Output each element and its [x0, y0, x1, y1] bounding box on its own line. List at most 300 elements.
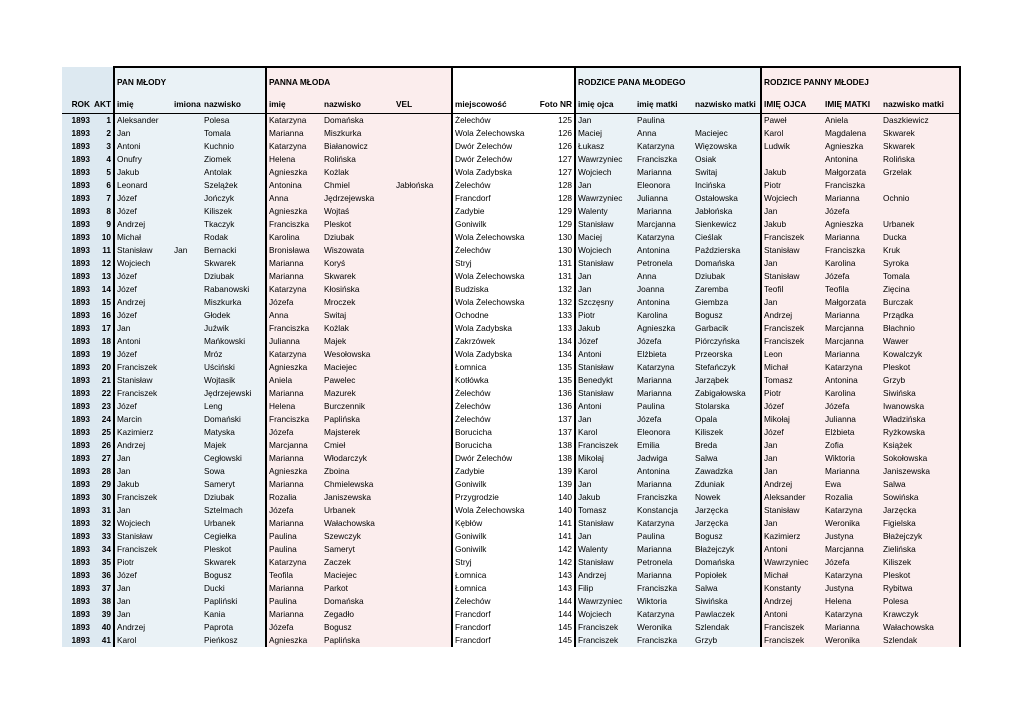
cell-bride-mother-surname: Iwanowska: [881, 400, 960, 413]
cell-vel: [394, 270, 452, 283]
cell-groom-mother-surname: Piórczyńska: [693, 335, 761, 348]
table-row: [62, 322, 960, 335]
cell-groom-other-names: [172, 478, 202, 491]
cell-bride-surname: Paplińska: [322, 634, 394, 647]
cell-place: Francdorf: [452, 192, 536, 205]
cell-bride-father-name: Józef: [761, 400, 823, 413]
cell-bride-first-name: Helena: [266, 400, 322, 413]
cell-groom-first-name: Antoni: [114, 140, 172, 153]
cell-vel: [394, 257, 452, 270]
cell-photo-number: 134: [558, 349, 572, 359]
cell-akt: 28: [92, 465, 114, 478]
table-row: [62, 426, 960, 439]
header-groom-mother-surname: nazwisko matki: [693, 96, 761, 114]
cell-bride-surname: Urbanek: [322, 504, 394, 517]
cell-groom-other-names: [172, 348, 202, 361]
cell-bride-first-name: Katarzyna: [266, 556, 322, 569]
cell-akt: 20: [92, 361, 114, 374]
cell-rok: 1893: [62, 283, 92, 296]
cell-groom-mother-surname: Stefańczyk: [693, 361, 761, 374]
cell-photo-number: 143: [558, 583, 572, 593]
cell-groom-father-name: Mikołaj: [575, 452, 635, 465]
cell-bride-mother-name: Agnieszka: [823, 140, 881, 153]
cell-bride-mother-surname: Pleskot: [881, 361, 960, 374]
cell-vel: [394, 387, 452, 400]
cell-groom-mother-name: Antonina: [635, 244, 693, 257]
cell-bride-father-name: Wojciech: [761, 192, 823, 205]
cell-vel: [394, 218, 452, 231]
cell-rok: 1893: [62, 413, 92, 426]
header-bride-surname: nazwisko: [322, 96, 394, 114]
cell-place: Wola Żelechowska: [452, 296, 536, 309]
cell-akt: 38: [92, 595, 114, 608]
cell-place: Kębłów: [452, 517, 536, 530]
cell-groom-first-name: Jan: [114, 608, 172, 621]
cell-bride-mother-name: Marcjanna: [823, 543, 881, 556]
cell-groom-mother-name: Paulina: [635, 530, 693, 543]
cell-bride-surname: Jędrzejewska: [322, 192, 394, 205]
group-empty: [452, 67, 575, 96]
cell-groom-first-name: Józef: [114, 205, 172, 218]
cell-akt: 15: [92, 296, 114, 309]
cell-groom-mother-surname: Jarząbek: [693, 374, 761, 387]
cell-bride-first-name: Franciszka: [266, 218, 322, 231]
cell-akt: 19: [92, 348, 114, 361]
cell-groom-surname: Polesa: [202, 114, 266, 128]
cell-rok: 1893: [62, 543, 92, 556]
cell-photo-number: 128: [558, 180, 572, 190]
cell-groom-mother-surname: Jarzęcka: [693, 504, 761, 517]
cell-photo-number: 130: [558, 245, 572, 255]
cell-rok: 1893: [62, 205, 92, 218]
cell-groom-first-name: Józef: [114, 569, 172, 582]
cell-bride-first-name: Franciszka: [266, 322, 322, 335]
cell-place: Żelechów: [452, 387, 536, 400]
spreadsheet: [62, 66, 960, 647]
cell-vel: [394, 504, 452, 517]
cell-bride-mother-name: Agnieszka: [823, 218, 881, 231]
cell-photo-number: 145: [558, 635, 572, 645]
cell-vel: [394, 166, 452, 179]
cell-groom-surname: Tomala: [202, 127, 266, 140]
cell-groom-mother-name: Jadwiga: [635, 452, 693, 465]
cell-bride-first-name: Katarzyna: [266, 140, 322, 153]
cell-groom-mother-surname: Domańska: [693, 556, 761, 569]
cell-bride-first-name: Marianna: [266, 452, 322, 465]
cell-bride-mother-surname: Skwarek: [881, 127, 960, 140]
cell-photo-number: 132: [558, 297, 572, 307]
cell-bride-first-name: Marianna: [266, 127, 322, 140]
cell-bride-first-name: Marianna: [266, 270, 322, 283]
cell-place: Zakrzówek: [452, 335, 536, 348]
cell-groom-other-names: [172, 400, 202, 413]
cell-groom-surname: Pleskot: [202, 543, 266, 556]
cell-groom-other-names: [172, 218, 202, 231]
cell-place: Goniwilk: [452, 543, 536, 556]
cell-groom-surname: Dziubak: [202, 491, 266, 504]
cell-groom-mother-surname: Jarzęcka: [693, 517, 761, 530]
cell-bride-first-name: Marianna: [266, 608, 322, 621]
cell-akt: 32: [92, 517, 114, 530]
cell-vel: [394, 374, 452, 387]
table-row: [62, 348, 960, 361]
cell-bride-mother-name: Marianna: [823, 348, 881, 361]
cell-groom-father-name: Wawrzyniec: [575, 595, 635, 608]
cell-groom-mother-name: Petronela: [635, 556, 693, 569]
cell-bride-mother-surname: Siwińska: [881, 387, 960, 400]
header-groom-father-name: imię ojca: [575, 96, 635, 114]
cell-vel: [394, 595, 452, 608]
cell-bride-first-name: Karolina: [266, 231, 322, 244]
cell-bride-father-name: Jan: [761, 452, 823, 465]
cell-groom-mother-name: Franciszka: [635, 582, 693, 595]
cell-bride-mother-surname: Tomala: [881, 270, 960, 283]
cell-place: Wola Zadybska: [452, 348, 536, 361]
cell-groom-father-name: Piotr: [575, 309, 635, 322]
cell-bride-first-name: Julianna: [266, 335, 322, 348]
cell-bride-father-name: Jan: [761, 296, 823, 309]
cell-rok: 1893: [62, 530, 92, 543]
cell-groom-surname: Mańkowski: [202, 335, 266, 348]
cell-vel: [394, 322, 452, 335]
cell-rok: 1893: [62, 582, 92, 595]
cell-bride-surname: Cmieł: [322, 439, 394, 452]
cell-groom-father-name: Stanisław: [575, 218, 635, 231]
cell-bride-mother-surname: Pleskot: [881, 569, 960, 582]
cell-groom-surname: Sowa: [202, 465, 266, 478]
cell-vel: [394, 309, 452, 322]
cell-photo-number: 125: [558, 115, 572, 125]
cell-groom-surname: Cegiełka: [202, 530, 266, 543]
cell-groom-first-name: Marcin: [114, 413, 172, 426]
cell-bride-mother-name: Antonina: [823, 374, 881, 387]
cell-akt: 10: [92, 231, 114, 244]
cell-bride-father-name: Paweł: [761, 114, 823, 128]
cell-groom-other-names: [172, 582, 202, 595]
cell-groom-first-name: Franciszek: [114, 491, 172, 504]
cell-groom-surname: Urbanek: [202, 517, 266, 530]
cell-bride-mother-surname: Rybitwa: [881, 582, 960, 595]
cell-place: Budziska: [452, 283, 536, 296]
cell-groom-first-name: Onufry: [114, 153, 172, 166]
cell-bride-father-name: Andrzej: [761, 595, 823, 608]
cell-groom-mother-name: Franciszka: [635, 491, 693, 504]
cell-groom-mother-name: Antonina: [635, 465, 693, 478]
cell-bride-mother-name: Franciszka: [823, 179, 881, 192]
cell-akt: 17: [92, 322, 114, 335]
cell-rok: 1893: [62, 153, 92, 166]
cell-bride-mother-surname: Sowińska: [881, 491, 960, 504]
cell-bride-father-name: Michał: [761, 569, 823, 582]
cell-groom-surname: Szelążek: [202, 179, 266, 192]
table-row: [62, 387, 960, 400]
cell-akt: 23: [92, 400, 114, 413]
cell-groom-first-name: Aleksander: [114, 114, 172, 128]
cell-akt: 21: [92, 374, 114, 387]
table-row: [62, 491, 960, 504]
cell-place: Żelechów: [452, 595, 536, 608]
cell-bride-surname: Domańska: [322, 595, 394, 608]
cell-rok: 1893: [62, 569, 92, 582]
cell-vel: [394, 413, 452, 426]
cell-groom-other-names: [172, 309, 202, 322]
cell-groom-first-name: Jan: [114, 582, 172, 595]
cell-bride-mother-name: Marianna: [823, 465, 881, 478]
cell-groom-mother-surname: Błażejczyk: [693, 543, 761, 556]
cell-bride-surname: Kłosińska: [322, 283, 394, 296]
header-groom-other-names: imiona: [172, 96, 202, 114]
cell-groom-mother-surname: Bogusz: [693, 530, 761, 543]
table-row: [62, 309, 960, 322]
empty-cell: [92, 67, 114, 96]
cell-groom-surname: Paprota: [202, 621, 266, 634]
cell-groom-father-name: Szczęsny: [575, 296, 635, 309]
cell-bride-mother-name: Antonina: [823, 153, 881, 166]
cell-photo-number: 126: [558, 128, 572, 138]
cell-groom-other-names: [172, 270, 202, 283]
cell-bride-father-name: Franciszek: [761, 322, 823, 335]
cell-place: Żelechów: [452, 400, 536, 413]
cell-groom-other-names: [172, 491, 202, 504]
cell-place: Zadybie: [452, 465, 536, 478]
cell-groom-mother-name: Wiktoria: [635, 595, 693, 608]
cell-bride-first-name: Marianna: [266, 517, 322, 530]
cell-rok: 1893: [62, 218, 92, 231]
cell-bride-first-name: Antonina: [266, 179, 322, 192]
cell-bride-mother-name: Teofila: [823, 283, 881, 296]
cell-rok: 1893: [62, 387, 92, 400]
cell-rok: 1893: [62, 335, 92, 348]
cell-bride-mother-name: Małgorzata: [823, 166, 881, 179]
cell-groom-surname: Kania: [202, 608, 266, 621]
cell-groom-mother-name: Marianna: [635, 478, 693, 491]
table-row: [62, 504, 960, 517]
cell-photo-number: 133: [558, 310, 572, 320]
cell-groom-surname: Mróz: [202, 348, 266, 361]
cell-bride-mother-surname: Syroka: [881, 257, 960, 270]
header-place: miejscowość: [452, 96, 536, 114]
cell-bride-mother-name: Weronika: [823, 517, 881, 530]
cell-groom-father-name: Maciej: [575, 231, 635, 244]
cell-bride-mother-surname: Błachnio: [881, 322, 960, 335]
cell-groom-surname: Juźwik: [202, 322, 266, 335]
cell-groom-father-name: Stanisław: [575, 361, 635, 374]
cell-groom-mother-surname: Więzowska: [693, 140, 761, 153]
cell-groom-other-names: [172, 517, 202, 530]
cell-rok: 1893: [62, 374, 92, 387]
cell-bride-mother-surname: Daszkiewicz: [881, 114, 960, 128]
table-row: [62, 413, 960, 426]
cell-vel: [394, 569, 452, 582]
cell-bride-surname: Pleskot: [322, 218, 394, 231]
cell-groom-first-name: Józef: [114, 400, 172, 413]
cell-photo-number: 132: [558, 284, 572, 294]
cell-bride-surname: Maciejec: [322, 569, 394, 582]
cell-rok: 1893: [62, 478, 92, 491]
cell-groom-other-names: [172, 257, 202, 270]
cell-rok: 1893: [62, 270, 92, 283]
cell-akt: 30: [92, 491, 114, 504]
cell-groom-surname: Antolak: [202, 166, 266, 179]
cell-groom-first-name: Andrzej: [114, 621, 172, 634]
cell-groom-mother-name: Katarzyna: [635, 608, 693, 621]
cell-bride-mother-name: Józefa: [823, 205, 881, 218]
cell-groom-father-name: Walenty: [575, 543, 635, 556]
cell-bride-father-name: Teofil: [761, 283, 823, 296]
cell-bride-mother-name: Ewa: [823, 478, 881, 491]
cell-groom-other-names: [172, 140, 202, 153]
cell-groom-father-name: Jakub: [575, 322, 635, 335]
cell-bride-father-name: Jakub: [761, 218, 823, 231]
cell-groom-surname: Kuchnio: [202, 140, 266, 153]
cell-bride-mother-surname: Grzelak: [881, 166, 960, 179]
cell-groom-first-name: Jan: [114, 322, 172, 335]
cell-groom-other-names: [172, 504, 202, 517]
cell-bride-mother-surname: Skwarek: [881, 140, 960, 153]
cell-rok: 1893: [62, 634, 92, 647]
cell-akt: 1: [92, 114, 114, 128]
table-row: [62, 621, 960, 634]
cell-bride-mother-name: Marianna: [823, 621, 881, 634]
cell-bride-mother-name: Franciszka: [823, 244, 881, 257]
cell-groom-first-name: Jan: [114, 465, 172, 478]
cell-bride-father-name: Franciszek: [761, 231, 823, 244]
cell-groom-mother-name: Eleonora: [635, 179, 693, 192]
group-rodzice-pana: RODZICE PANA MŁODEGO: [575, 67, 761, 96]
cell-groom-mother-surname: Jabłońska: [693, 205, 761, 218]
cell-rok: 1893: [62, 231, 92, 244]
cell-groom-mother-surname: Siwińska: [693, 595, 761, 608]
table-row: [62, 400, 960, 413]
cell-groom-surname: Kiliszek: [202, 205, 266, 218]
cell-bride-surname: Koryś: [322, 257, 394, 270]
cell-bride-father-name: Andrzej: [761, 309, 823, 322]
cell-vel: [394, 634, 452, 647]
cell-groom-mother-surname: Giembza: [693, 296, 761, 309]
table-row: [62, 569, 960, 582]
cell-bride-surname: Chmielewska: [322, 478, 394, 491]
cell-groom-other-names: [172, 205, 202, 218]
cell-groom-first-name: Józef: [114, 283, 172, 296]
cell-groom-mother-name: Marianna: [635, 205, 693, 218]
table-row: [62, 439, 960, 452]
cell-bride-first-name: Paulina: [266, 530, 322, 543]
cell-groom-mother-name: Marianna: [635, 387, 693, 400]
cell-rok: 1893: [62, 192, 92, 205]
cell-groom-surname: Sameryt: [202, 478, 266, 491]
cell-groom-first-name: Jan: [114, 595, 172, 608]
cell-rok: 1893: [62, 595, 92, 608]
cell-bride-surname: Maciejec: [322, 361, 394, 374]
cell-groom-surname: Matyska: [202, 426, 266, 439]
empty-cell: [62, 67, 92, 96]
cell-photo-number: 140: [558, 505, 572, 515]
cell-groom-surname: Jędrzejewski: [202, 387, 266, 400]
cell-groom-other-names: [172, 426, 202, 439]
cell-photo-number: 138: [558, 440, 572, 450]
cell-photo-number: 143: [558, 570, 572, 580]
cell-groom-mother-surname: Domańska: [693, 257, 761, 270]
cell-bride-father-name: Stanisław: [761, 244, 823, 257]
cell-place: Żelechów: [452, 114, 536, 128]
cell-bride-surname: Wesołowska: [322, 348, 394, 361]
cell-groom-other-names: [172, 166, 202, 179]
cell-bride-mother-name: Karolina: [823, 257, 881, 270]
cell-bride-mother-surname: Prządka: [881, 309, 960, 322]
cell-groom-mother-surname: Garbacik: [693, 322, 761, 335]
cell-groom-mother-surname: Salwa: [693, 452, 761, 465]
table-row: [62, 465, 960, 478]
cell-bride-father-name: Leon: [761, 348, 823, 361]
cell-groom-first-name: Franciszek: [114, 543, 172, 556]
cell-place: Żelechów: [452, 413, 536, 426]
cell-groom-other-names: [172, 283, 202, 296]
cell-bride-surname: Wiszowata: [322, 244, 394, 257]
cell-groom-surname: Tkaczyk: [202, 218, 266, 231]
cell-photo-number: 136: [558, 388, 572, 398]
cell-groom-mother-name: Franciszka: [635, 153, 693, 166]
table-row: [62, 543, 960, 556]
cell-akt: 29: [92, 478, 114, 491]
cell-vel: [394, 296, 452, 309]
cell-bride-father-name: Kazimierz: [761, 530, 823, 543]
cell-bride-mother-surname: Rolińska: [881, 153, 960, 166]
cell-groom-first-name: Stanisław: [114, 530, 172, 543]
cell-place: Żelechów: [452, 244, 536, 257]
cell-groom-other-names: [172, 569, 202, 582]
cell-bride-first-name: Józefa: [266, 426, 322, 439]
cell-groom-first-name: Andrzej: [114, 296, 172, 309]
cell-groom-other-names: [172, 595, 202, 608]
cell-bride-first-name: Agnieszka: [266, 634, 322, 647]
cell-groom-other-names: [172, 634, 202, 647]
cell-bride-first-name: Katarzyna: [266, 348, 322, 361]
cell-bride-first-name: Katarzyna: [266, 283, 322, 296]
cell-groom-mother-surname: Incińska: [693, 179, 761, 192]
cell-groom-mother-name: Julianna: [635, 192, 693, 205]
cell-groom-mother-name: Paulina: [635, 400, 693, 413]
cell-akt: 36: [92, 569, 114, 582]
cell-groom-father-name: Franciszek: [575, 621, 635, 634]
cell-groom-mother-name: Anna: [635, 127, 693, 140]
cell-akt: 39: [92, 608, 114, 621]
cell-groom-father-name: Jan: [575, 530, 635, 543]
cell-bride-mother-surname: Salwa: [881, 478, 960, 491]
cell-bride-mother-surname: [881, 205, 960, 218]
cell-place: Żelechów: [452, 179, 536, 192]
cell-groom-surname: Jończyk: [202, 192, 266, 205]
cell-photo-number: 138: [558, 453, 572, 463]
cell-bride-mother-surname: Burczak: [881, 296, 960, 309]
cell-vel: [394, 491, 452, 504]
cell-bride-father-name: Karol: [761, 127, 823, 140]
cell-groom-mother-surname: Zduniak: [693, 478, 761, 491]
cell-groom-first-name: Michał: [114, 231, 172, 244]
cell-groom-first-name: Karol: [114, 634, 172, 647]
cell-bride-surname: Włodarczyk: [322, 452, 394, 465]
table-row: [62, 192, 960, 205]
cell-bride-father-name: Józef: [761, 426, 823, 439]
cell-bride-first-name: Rozalia: [266, 491, 322, 504]
cell-groom-father-name: Jan: [575, 270, 635, 283]
cell-groom-father-name: Józef: [575, 335, 635, 348]
cell-photo-number: 135: [558, 362, 572, 372]
cell-groom-mother-name: Konstancja: [635, 504, 693, 517]
cell-place: Francdorf: [452, 634, 536, 647]
cell-groom-surname: Skwarek: [202, 257, 266, 270]
cell-photo-number: 139: [558, 466, 572, 476]
cell-groom-first-name: Jakub: [114, 478, 172, 491]
